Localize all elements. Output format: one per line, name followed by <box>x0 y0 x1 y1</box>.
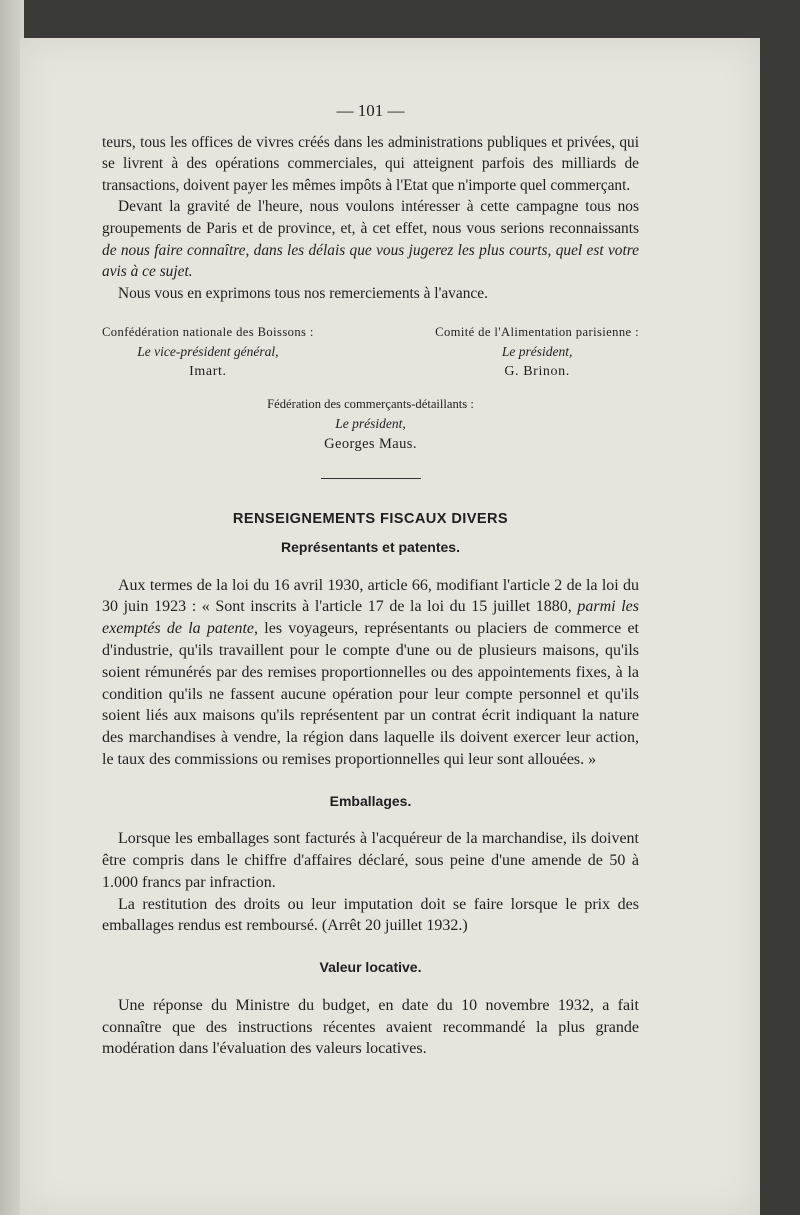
signature-center <box>102 394 639 454</box>
section-title: RENSEIGNEMENTS FISCAUX DIVERS <box>232 511 509 528</box>
page-content <box>102 100 639 1060</box>
emballages-paragraph-1: Lorsque les emballages sont facturés à l'acquéreur de la marchandise, ils doivent être compris dans le chiffre d'affaires déclaré, sous peine d'une amende de 50 à 1.000 francs par infraction. <box>102 830 639 891</box>
signature-row <box>102 322 639 382</box>
representants-paragraph <box>102 575 639 771</box>
subsection-title-representants: Représentants et patentes. <box>281 538 460 555</box>
representants-text-end: , les voyageurs, représentants ou placiers de commerce et d'industrie, qu'ils travaillent pour le compte d'une ou de plusieurs maisons, qu'ils soient rémunérés par des remises proportionnelles ou des appointements fixes, à la condition qu'ils ne fassent aucune opération pour leur compte personnel et qu'ils soient liés aux maisons qu'ils représentent par un contrat écrit indiquant la nature des marchandises à vendre, la région dans laquelle ils doivent exercer leur action, le taux des commissions ou remises proportionnelles qui leur sont allouées. » <box>102 620 639 768</box>
representants-text-start: Aux termes de la loi du 16 avril 1930, article 66, modifiant l'article 2 de la loi du 30 juin 1923 : « Sont inscrits à l'article 17 de la loi du 15 juillet 1880, <box>102 576 639 616</box>
signature-left-role: Le vice-président général, <box>137 344 279 360</box>
signature-right-role: Le président, <box>501 344 573 360</box>
intro-paragraph-3: Nous vous en exprimons tous nos remerciements à l'avance. <box>118 284 488 302</box>
section-divider <box>321 478 421 479</box>
intro-paragraph-1: teurs, tous les offices de vivres créés dans les administrations publiques et privées, qui se livrent à des opérations commerciales, qui atteignent parfois des milliards de transactions, doivent payer les mêmes impôts à l'Etat que n'importe quel commerçant. <box>102 133 639 194</box>
emballages-paragraph-2: La restitution des droits ou leur imputation doit se faire lorsque le prix des emballages rendus est remboursé. (Arrêt 20 juillet 1932.) <box>102 895 639 935</box>
intro-paragraph-2-italic: de nous faire connaître, dans les délais que vous jugerez les plus courts, quel est votre avis à ce sujet. <box>102 241 639 281</box>
page-number: — 101 — <box>336 101 405 120</box>
valeur-locative-paragraph: Une réponse du Ministre du budget, en date du 10 novembre 1932, a fait connaître que des instructions récentes avaient recommandé la plus grande modération dans l'évaluation des valeurs locatives. <box>102 996 639 1058</box>
signature-right-name: G. Brinon. <box>504 364 570 380</box>
signature-right <box>435 322 639 382</box>
signature-right-org: Comité de l'Alimentation parisienne : <box>435 325 639 340</box>
intro-paragraph-2 <box>102 196 639 282</box>
signature-center-name: Georges Maus. <box>324 436 417 453</box>
intro-paragraph-2-text: Devant la gravité de l'heure, nous voulons intéresser à cette campagne tous nos groupements de Paris et de province, et, à cet effet, nous vous serions reconnaissants <box>102 198 639 237</box>
representants-text-italic: parmi les exemptés de la patente <box>102 598 639 638</box>
signature-left-name: Imart. <box>189 364 227 380</box>
subsection-title-valeur-locative: Valeur locative. <box>319 959 422 976</box>
signature-center-org: Fédération des commerçants-détaillants : <box>267 397 474 412</box>
signature-left <box>102 322 314 382</box>
document-page <box>20 38 760 1215</box>
signature-left-org: Confédération nationale des Boissons : <box>102 325 314 340</box>
signature-center-role: Le président, <box>335 416 406 432</box>
subsection-title-emballages: Emballages. <box>329 792 412 809</box>
